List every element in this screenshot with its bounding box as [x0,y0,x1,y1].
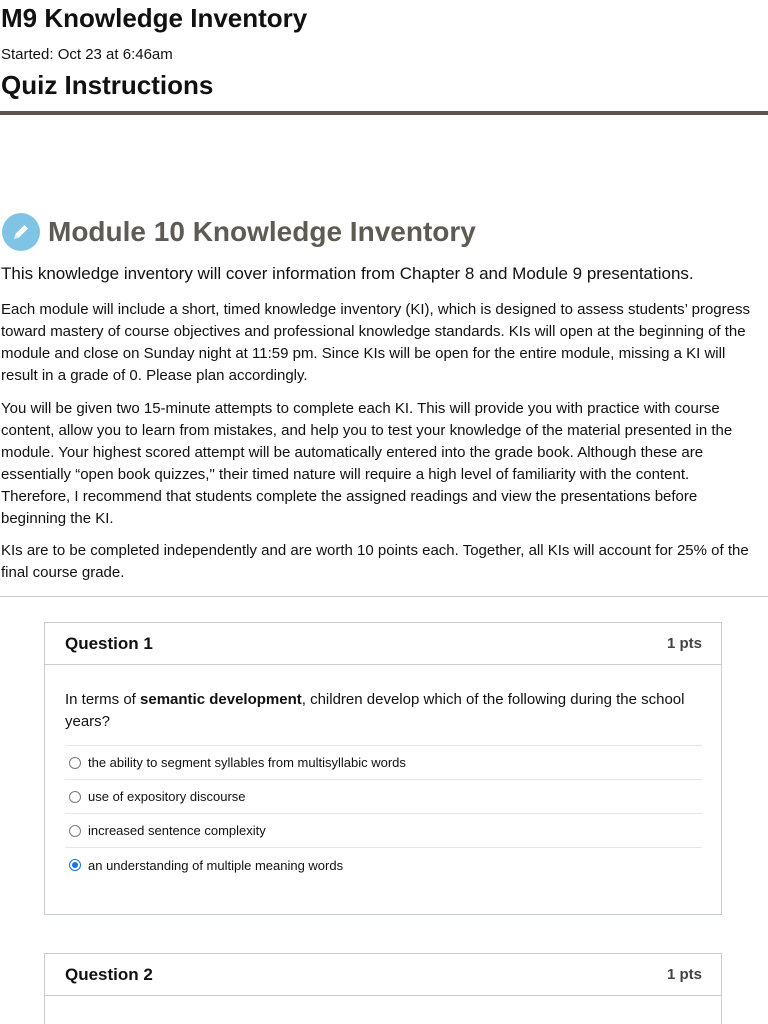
module-heading-row [0,212,476,252]
instructions-paragraph: You will be given two 15-minute attempts to complete each KI. This will provide you with practice with course content, allow you to learn from mistakes, and help you to test your knowledge of the material presented in the module. Your highest scored attempt will be automatically entered into the grade book. Although these are essentially “open book quizzes," their timed nature will require a high level of familiarity with the content. Therefore, I recommend that students complete the assigned readings and view the presentations before beginning the KI. [1,400,733,527]
answer-radio[interactable] [69,791,81,803]
answer-radio[interactable] [69,825,81,837]
question-points: 1 pts [666,966,702,983]
question-body [45,665,721,882]
question-points: 1 pts [666,635,702,652]
started-timestamp: Started: Oct 23 at 6:46am [1,46,173,63]
section-divider [0,596,768,597]
answer-label: the ability to segment syllables from multisyllabic words [88,755,406,770]
answer-option[interactable] [65,780,702,814]
instructions-paragraph: Each module will include a short, timed knowledge inventory (KI), which is designed to assess students’ progress toward mastery of course objectives and professional knowledge standards. KIs will open at the beginning of the module and close on Sunday night at 11:59 pm. Since KIs will be open for the entire module, missing a KI will result in a grade of 0. Please plan accordingly. [1,301,750,384]
instructions-paragraph: KIs are to be completed independently and are worth 10 points each. Together, all KIs will account for 25% of the final course grade. [1,542,749,581]
answer-list [65,745,702,882]
module-intro: This knowledge inventory will cover information from Chapter 8 and Module 9 presentations. [1,264,694,283]
answer-option[interactable] [65,848,702,882]
question-header [45,623,721,665]
question-title: Question 2 [65,964,153,984]
module-title: Module 10 Knowledge Inventory [48,216,476,247]
quiz-title: M9 Knowledge Inventory [1,3,308,33]
answer-label: use of expository discourse [88,789,246,804]
answer-radio-selected[interactable] [69,859,81,871]
question-text [65,689,702,733]
pencil-icon [2,213,40,251]
answer-label: increased sentence complexity [88,823,266,838]
answer-label: an understanding of multiple meaning words [88,857,344,873]
question-text-end: , children develop which of the following during the school years? [65,691,685,730]
question-header [45,954,721,996]
question-text-start: In terms of [65,691,141,708]
answer-radio[interactable] [69,757,81,769]
header-divider [0,111,768,115]
question-card [44,953,722,1024]
question-card [44,622,722,915]
instructions-heading: Quiz Instructions [1,70,214,100]
question-title: Question 1 [65,633,153,653]
question-text-emphasis: semantic development [140,691,302,708]
answer-option[interactable] [65,814,702,848]
answer-option[interactable] [65,746,702,780]
